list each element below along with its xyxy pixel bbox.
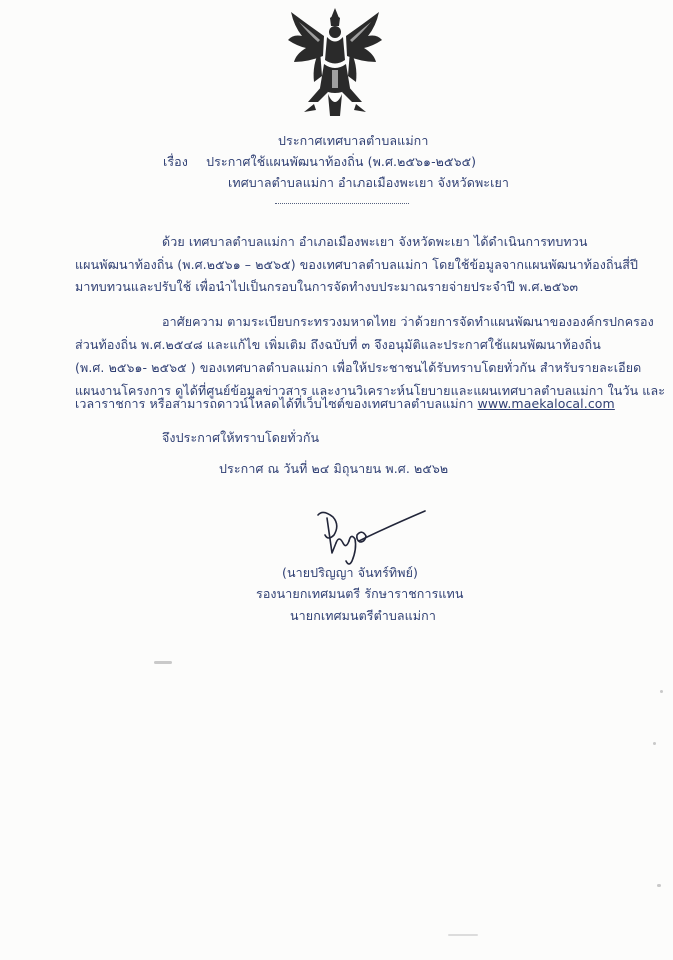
signatory-name: (นายปริญญา จันทร์ทิพย์) [282,565,419,580]
garuda-emblem [284,6,386,124]
subject-line [163,154,476,170]
paper-mark [154,661,172,664]
paragraph-2-line-5-text: เวลาราชการ หรือสามารถดาวน์โหลดได้ที่เว็บไซต์ของเทศบาลตำบลแม่กา [75,396,478,411]
paragraph-2-line-2: ส่วนท้องถิ่น พ.ศ.๒๕๔๘ และแก้ไข เพิ่มเติม ถึงฉบับที่ ๓ จึงอนุมัติและประกาศใช้แผนพัฒนาท้องถิ่น [75,337,601,352]
org-title: ประกาศเทศบาลตำบลแม่กา [278,133,429,148]
paragraph-2-line-3: (พ.ศ. ๒๕๖๑- ๒๕๖๕ ) ของเทศบาลตำบลแม่กา เพื่อให้ประชาชนได้รับทราบโดยทั่วกัน สำหรับรายละเอียด [75,360,642,375]
paper-mark [660,690,663,693]
paragraph-1-line-3: มาทบทวนและปรับใช้ เพื่อนำไปเป็นกรอบในการจัดทำงบประมาณรายจ่ายประจำปี พ.ศ.๒๕๖๓ [75,279,579,294]
subject-label: เรื่อง [163,154,188,169]
signatory-position-1: รองนายกเทศมนตรี รักษาราชการแทน [256,586,464,601]
paragraph-1-line-1: ด้วย เทศบาลตำบลแม่กา อำเภอเมืองพะเยา จังหวัดพะเยา ได้ดำเนินการทบทวน [162,234,588,249]
date-line: ประกาศ ณ วันที่ ๒๔ มิถุนายน พ.ศ. ๒๕๖๒ [219,461,449,476]
paragraph-1-line-2: แผนพัฒนาท้องถิ่น (พ.ศ.๒๕๖๑ – ๒๕๖๕) ของเทศบาลตำบลแม่กา โดยใช้ข้อมูลจากแผนพัฒนาท้องถิ่นสี่ปี [75,257,639,272]
subject-text: ประกาศใช้แผนพัฒนาท้องถิ่น (พ.ศ.๒๕๖๑-๒๕๖๕) [206,154,477,169]
paragraph-2-line-5 [75,396,615,412]
paper-mark [657,884,661,887]
paragraph-2-line-1: อาศัยความ ตามระเบียบกระทรวงมหาดไทย ว่าด้วยการจัดทำแผนพัฒนาขององค์กรปกครอง [162,314,654,329]
paper-mark [653,742,656,745]
signature [313,505,429,567]
signatory-position-2: นายกเทศมนตรีตำบลแม่กา [290,608,436,623]
paper-mark [448,934,478,936]
announce-line: จึงประกาศให้ทราบโดยทั่วกัน [162,430,320,445]
location-line: เทศบาลตำบลแม่กา อำเภอเมืองพะเยา จังหวัดพะเยา [228,175,510,190]
website-link[interactable]: www.maekalocal.com [477,396,615,411]
dotted-divider [275,203,409,204]
paragraph-2-line-4: แผนงานโครงการ ดูได้ที่ศูนย์ข้อมูลข่าวสาร และงานวิเคราะห์นโยบายและแผนเทศบาลตำบลแม่กา ในวัน และ [75,383,666,398]
